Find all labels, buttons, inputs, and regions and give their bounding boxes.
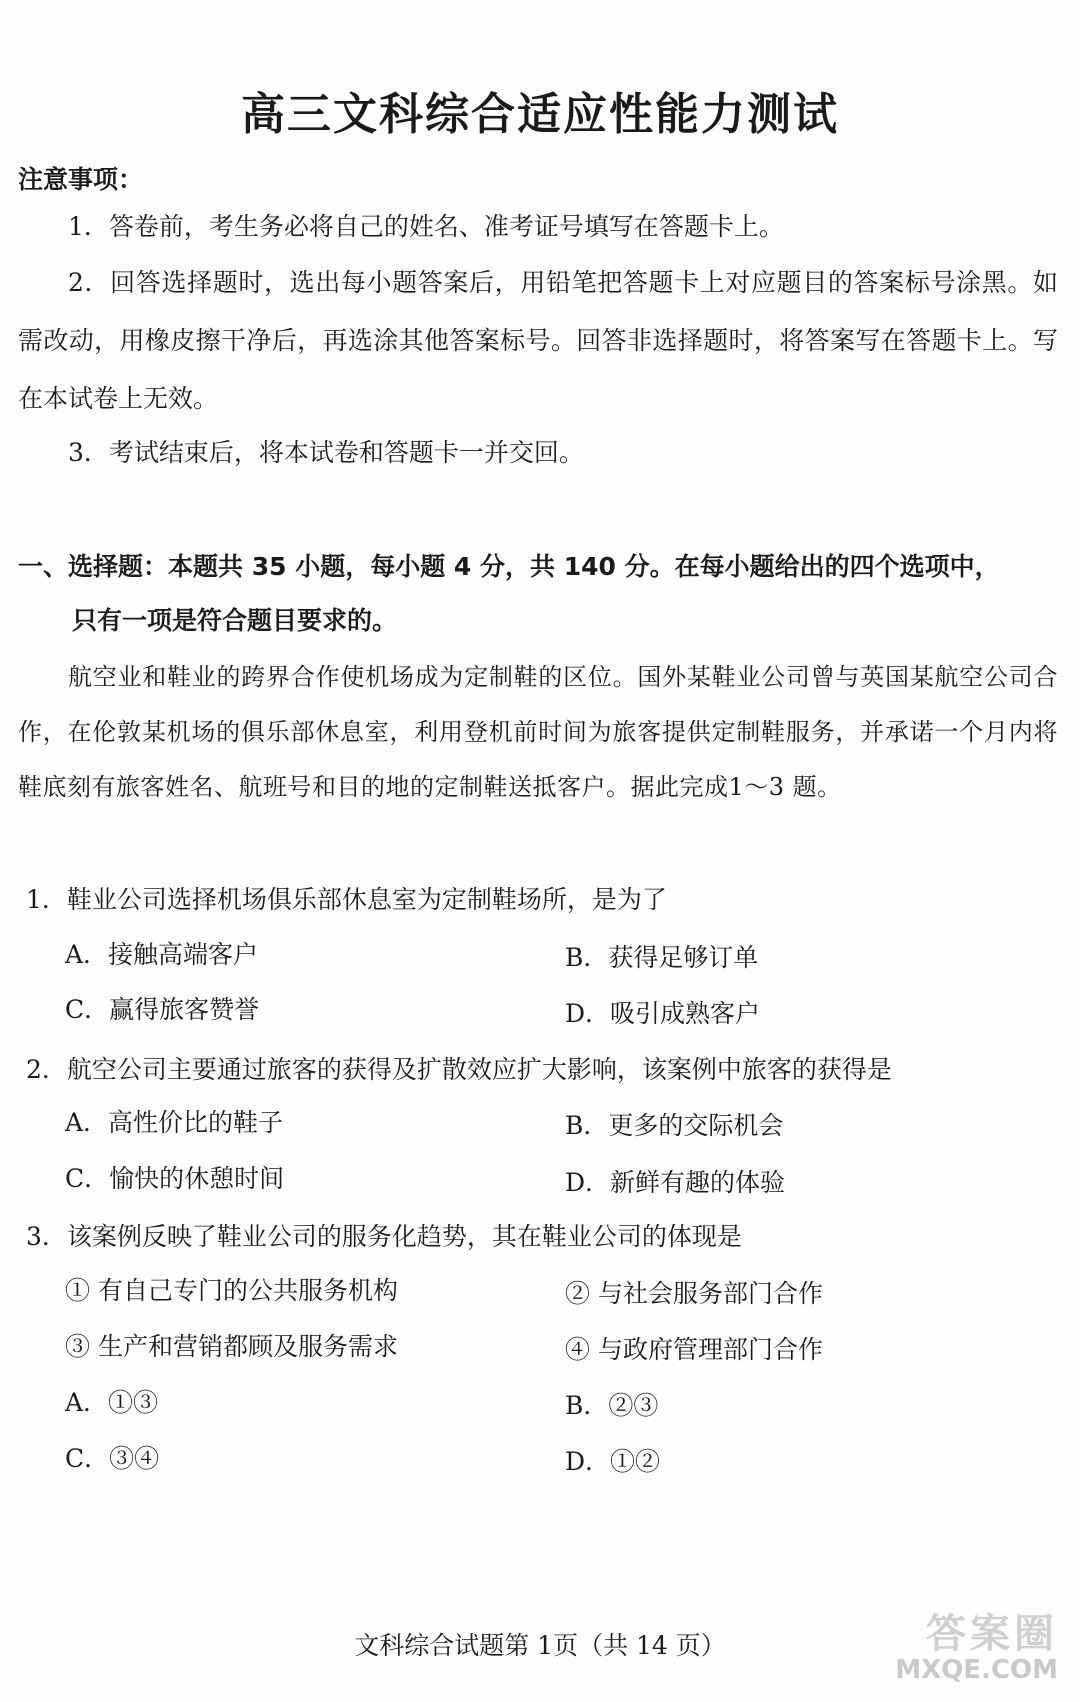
question-3-option-c: C．③④ (65, 1444, 160, 1473)
question-1-option-d: D．吸引成熟客户 (565, 999, 761, 1028)
question-1-stem: 1．鞋业公司选择机场俱乐部休息室为定制鞋场所，是为了 (26, 885, 667, 914)
question-2-option-b: B．更多的交际机会 (565, 1111, 784, 1140)
question-1-option-c: C．赢得旅客赞誉 (65, 995, 260, 1024)
question-1-option-b: B．获得足够订单 (565, 943, 759, 972)
question-2-option-c: C．愉快的休憩时间 (65, 1164, 285, 1193)
page-footer: 文科综合试题第 1页（共 14 页） (354, 1631, 726, 1660)
notice-item-3: 3．考试结束后，将本试卷和答题卡一并交回。 (68, 438, 584, 467)
question-3-statement-2: ② 与社会服务部门合作 (565, 1279, 823, 1308)
question-3-statement-4: ④ 与政府管理部门合作 (565, 1335, 823, 1364)
watermark-logo: 答案圈 (926, 1611, 1058, 1657)
question-2-option-a: A．高性价比的鞋子 (65, 1108, 284, 1137)
notice-item-2: 2．回答选择题时，选出每小题答案后，用铅笔把答题卡上对应题目的答案标号涂黑。如需改动，用橡皮擦干净后，再选涂其他答案标号。回答非选择题时，将答案写在答题卡上。写在本试卷上无效。 (18, 268, 1058, 413)
question-3-option-a: A．①③ (65, 1388, 159, 1417)
question-3-option-b: B．②③ (565, 1391, 659, 1420)
question-2-stem: 2．航空公司主要通过旅客的获得及扩散效应扩大影响，该案例中旅客的获得是 (26, 1055, 892, 1084)
question-3-stem: 3．该案例反映了鞋业公司的服务化趋势，其在鞋业公司的体现是 (26, 1222, 742, 1251)
question-3-option-d: D．①② (565, 1447, 661, 1476)
watermark (888, 1602, 1058, 1690)
page-title: 高三文科综合适应性能力测试 (241, 89, 839, 140)
section-heading (18, 540, 1068, 648)
notice-heading: 注意事项： (18, 165, 144, 194)
reading-passage: 航空业和鞋业的跨界合作使机场成为定制鞋的区位。国外某鞋业公司曾与英国某航空公司合作，在伦敦某机场的俱乐部休息室，利用登机前时间为旅客提供定制鞋服务，并承诺一个月内将鞋底刻有旅客姓名、航班号和目的地的定制鞋送抵客户。据此完成1～3 题。 (18, 663, 1058, 801)
section-heading-line2: 只有一项是符合题目要求的。 (72, 606, 398, 635)
section-heading-line1: 一、选择题：本题共 35 小题，每小题 4 分，共 140 分。在每小题给出的四个选项中， (18, 552, 1000, 581)
question-3-statement-3: ③ 生产和营销都顾及服务需求 (65, 1332, 398, 1361)
question-3-statement-1: ① 有自己专门的公共服务机构 (65, 1276, 398, 1305)
watermark-site: MXQE.COM (895, 1655, 1058, 1685)
question-1-option-a: A．接触高端客户 (65, 940, 259, 969)
notice-item-1: 1．答卷前，考生务必将自己的姓名、准考证号填写在答题卡上。 (68, 212, 784, 241)
question-2-option-d: D．新鲜有趣的体验 (565, 1168, 786, 1197)
